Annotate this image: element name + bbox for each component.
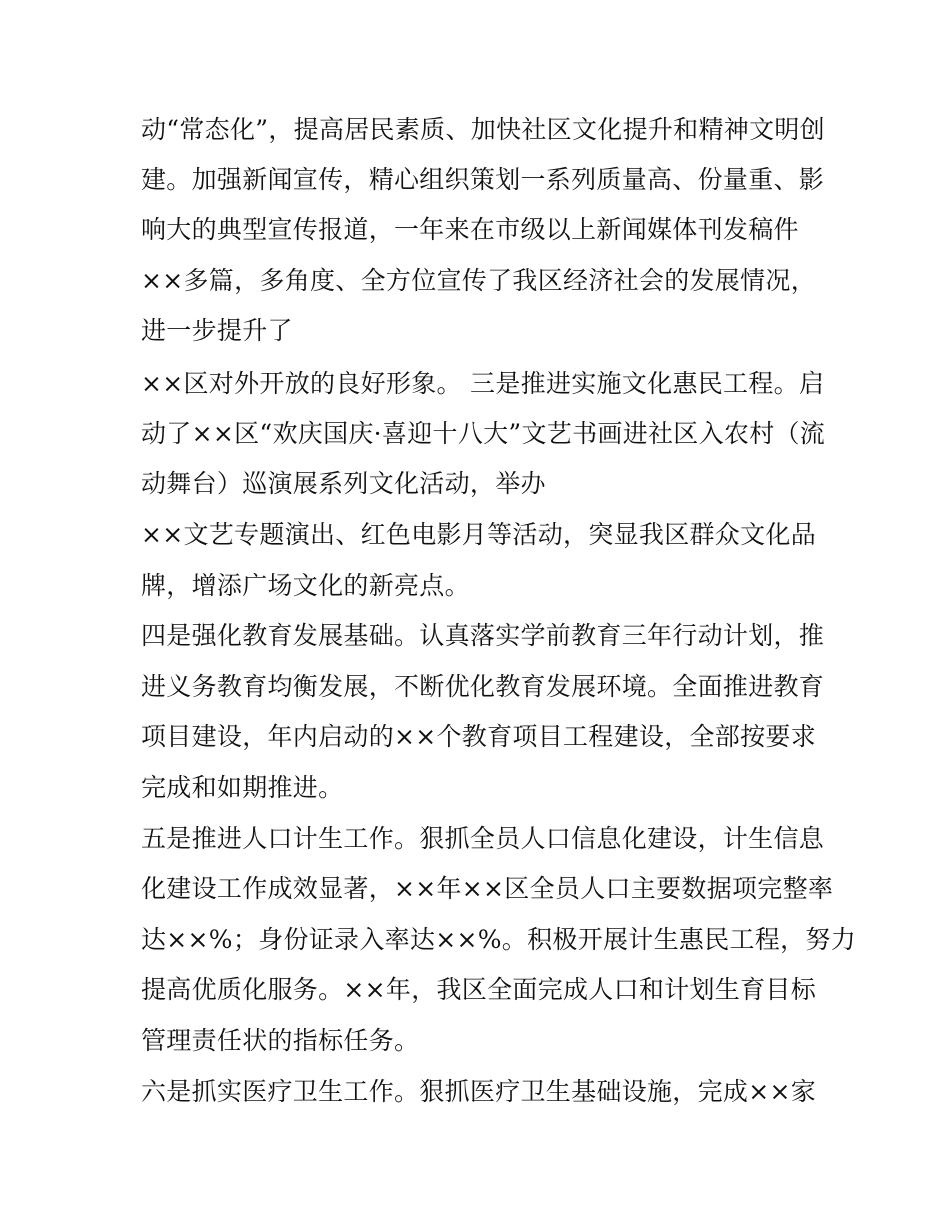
- text-line: 五是推进人口计生工作。狠抓全员人口信息化建设，计生信息: [141, 824, 825, 853]
- text-line: 动了××区“欢庆国庆·喜迎十八大”文艺书画进社区入农村（流: [141, 419, 826, 448]
- text-line: 动“常态化”，提高居民素质、加快社区文化提升和精神文明创: [141, 115, 825, 144]
- text-line: 建。加强新闻宣传，精心组织策划一系列质量高、份量重、影: [141, 165, 825, 194]
- text-line: 达××%；身份证录入率达××%。积极开展计生惠民工程，努力: [141, 925, 857, 954]
- text-line: ××文艺专题演出、红色电影月等活动，突显我区群众文化品: [141, 520, 816, 549]
- text-line: 动舞台）巡演展系列文化活动，举办: [141, 469, 546, 498]
- text-line: ××多篇，多角度、全方位宣传了我区经济社会的发展情况，: [141, 266, 816, 295]
- text-line: 六是抓实医疗卫生工作。狠抓医疗卫生基础设施，完成××家: [141, 1077, 816, 1106]
- text-line: 完成和如期推进。: [141, 773, 344, 802]
- text-line: 管理责任状的指标任务。: [141, 1026, 420, 1055]
- text-line: ××区对外开放的良好形象。 三是推进实施文化惠民工程。启: [141, 369, 825, 398]
- text-line: 响大的典型宣传报道，一年来在市级以上新闻媒体刊发稿件: [141, 215, 799, 244]
- text-line: 化建设工作成效显著，××年××区全员人口主要数据项完整率: [141, 874, 834, 903]
- text-line: 进一步提升了: [141, 316, 293, 345]
- text-line: 提高优质化服务。××年，我区全面完成人口和计划生育目标: [141, 975, 816, 1004]
- text-line: 四是强化教育发展基础。认真落实学前教育三年行动计划，推: [141, 621, 825, 650]
- text-line: 项目建设，年内启动的××个教育项目工程建设，全部按要求: [141, 722, 816, 751]
- text-line: 牌，增添广场文化的新亮点。: [141, 571, 470, 600]
- text-line: 进义务教育均衡发展，不断优化教育发展环境。全面推进教育: [141, 672, 825, 701]
